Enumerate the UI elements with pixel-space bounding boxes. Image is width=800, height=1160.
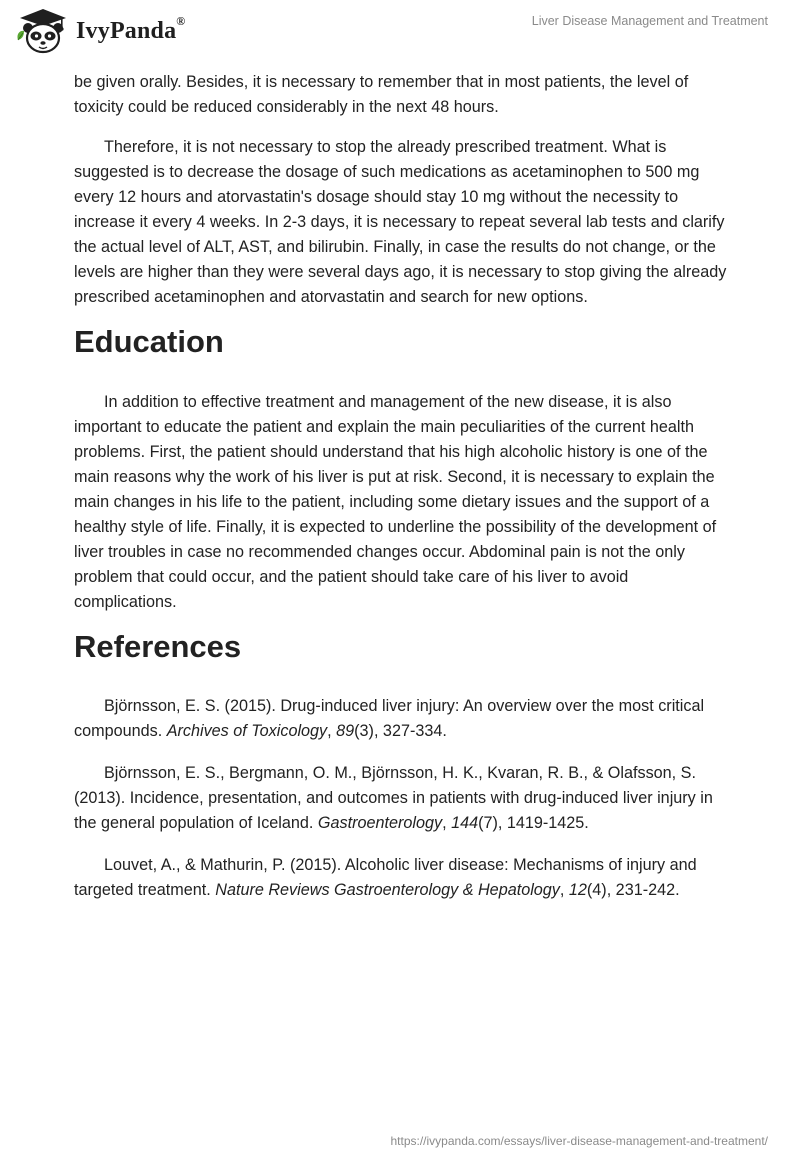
source-url-link[interactable]: https://ivypanda.com/essays/liver-disease-management-and-treatment/	[390, 1134, 768, 1148]
paragraph-continued: be given orally. Besides, it is necessary to remember that in most patients, the level of toxicity could be reduced considerably in the next 48 hours.	[74, 73, 689, 116]
reference-item: Björnsson, E. S., Bergmann, O. M., Björnsson, H. K., Kvaran, R. B., & Olafsson, S. (2013). Incidence, presentation, and outcomes in patients with drug-induced liver injury in the general population of Iceland. Gastroenterology, 144(7), 1419-1425.	[74, 764, 713, 832]
ivypanda-logo[interactable]	[14, 6, 185, 56]
page-header	[0, 0, 800, 66]
paragraph-education: In addition to effective treatment and management of the new disease, it is also important to educate the patient and explain the main peculiarities of the current health problems. First, the patient should understand that his high alcoholic history is one of the main reasons why the work of his liver is put at risk. Second, it is necessary to explain the main changes in his life to the patient, including some dietary issues and the support of a healthy style of life. Finally, it is expected to underline the possibility of the development of liver troubles in case no recommended changes occur. Abdominal pain is not the only problem that could occur, and the patient should take care of his liver to avoid complications.	[74, 393, 717, 611]
reference-item: Björnsson, E. S. (2015). Drug-induced liver injury: An overview over the most critical compounds. Archives of Toxicology, 89(3), 327-334.	[74, 697, 705, 740]
heading-references: References	[74, 629, 242, 664]
paragraph-treatment: Therefore, it is not necessary to stop the already prescribed treatment. What is suggested is to decrease the dosage of such medications as acetaminophen to 500 mg every 12 hours and atorvastatin's dosage should stay 10 mg without the necessity to increase it every 4 weeks. In 2-3 days, it is necessary to repeat several lab tests and clarify the actual level of ALT, AST, and bilirubin. Finally, in case the results do not change, or the levels are higher than they were several days ago, it is necessary to stop giving the already prescribed acetaminophen and atorvastatin and search for new options.	[74, 138, 727, 306]
logo-wordmark: IvyPanda®	[76, 13, 186, 44]
panda-graduate-icon	[14, 6, 72, 56]
essay-content	[74, 70, 734, 920]
document-title: Liver Disease Management and Treatment	[531, 14, 768, 28]
heading-education: Education	[74, 324, 224, 359]
reference-item: Louvet, A., & Mathurin, P. (2015). Alcoholic liver disease: Mechanisms of injury and targeted treatment. Nature Reviews Gastroenterology & Hepatology, 12(4), 231-242.	[74, 856, 697, 899]
